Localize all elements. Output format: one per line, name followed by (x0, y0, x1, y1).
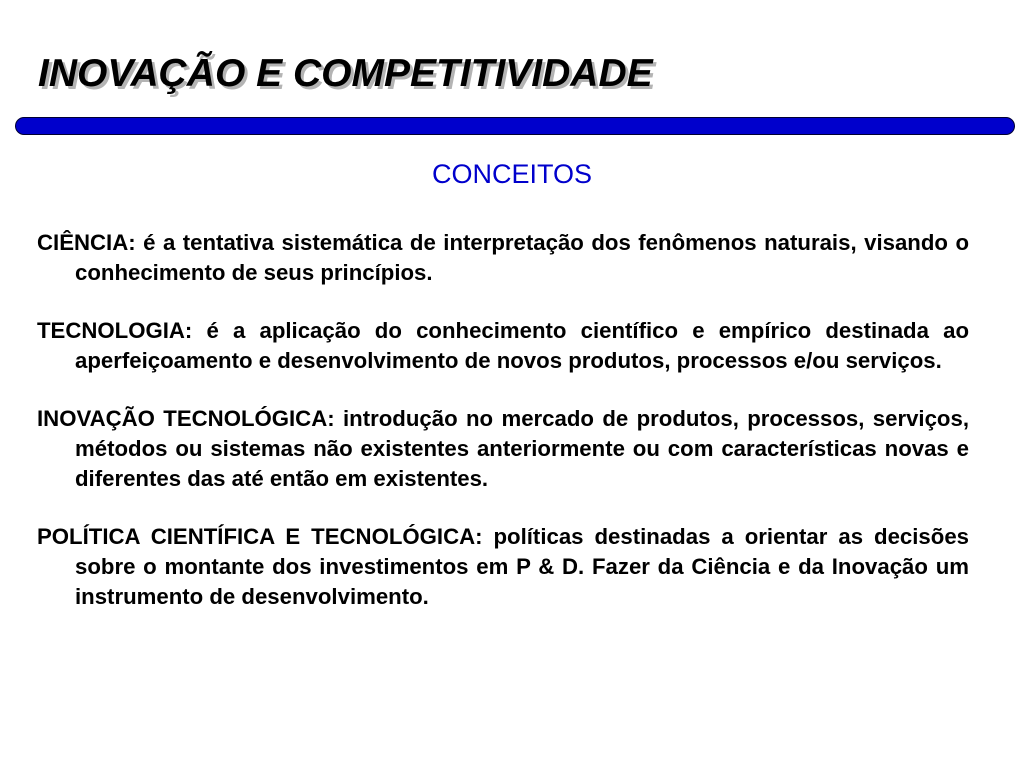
slide-title: INOVAÇÃO E COMPETITIVIDADE (38, 52, 653, 95)
paragraph-inovacao-tecnologica: INOVAÇÃO TECNOLÓGICA: introdução no mercado de produtos, processos, serviços, métodos ou sistemas não existentes anteriormente ou com características novas e diferentes das até então em existentes. (37, 406, 969, 491)
title-divider-bar (15, 117, 1015, 135)
paragraph-politica-cientifica: POLÍTICA CIENTÍFICA E TECNOLÓGICA: políticas destinadas a orientar as decisões sobre o montante dos investimentos em P & D. Fazer da Ciência e da Inovação um instrumento de desenvolvimento. (37, 524, 969, 609)
slide-body (37, 228, 969, 640)
paragraph-ciencia: CIÊNCIA: é a tentativa sistemática de interpretação dos fenômenos naturais, visando o conhecimento de seus princípios. (37, 230, 969, 285)
slide-subtitle: CONCEITOS (431, 159, 593, 189)
paragraph-tecnologia: TECNOLOGIA: é a aplicação do conhecimento científico e empírico destinada ao aperfeiçoamento e desenvolvimento de novos produtos, processos e/ou serviços. (37, 318, 969, 373)
